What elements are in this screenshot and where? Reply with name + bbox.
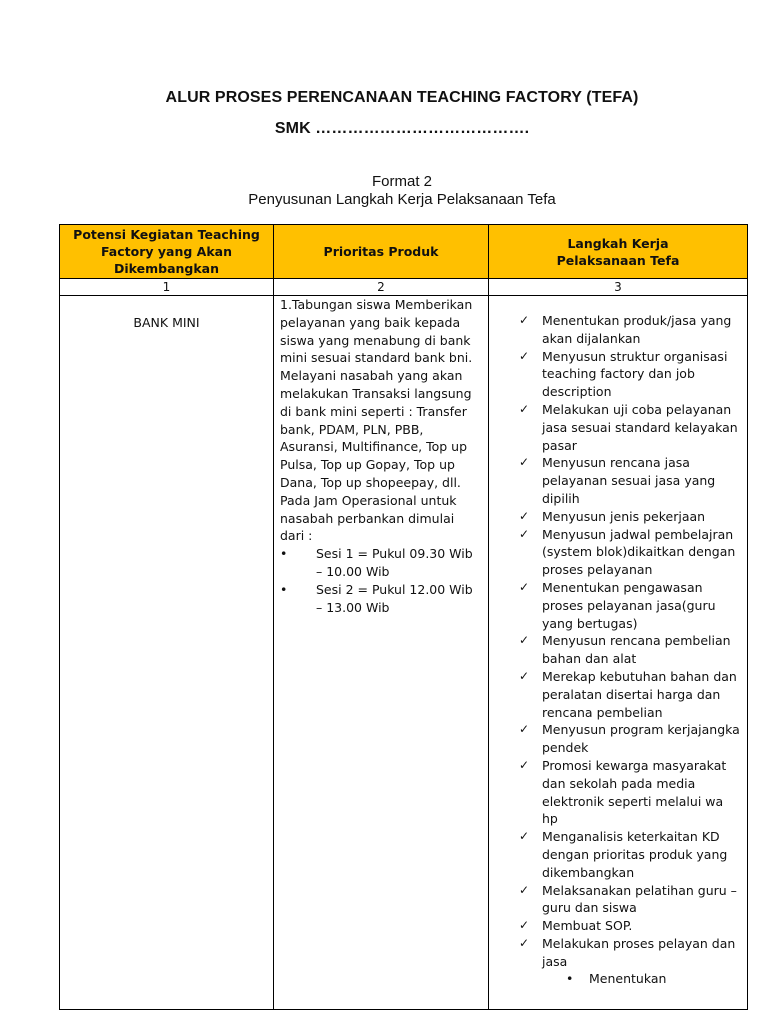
header-langkah-line2: Pelaksanaan Tefa — [556, 252, 680, 268]
list-item — [519, 632, 741, 668]
check-icon: ✓ — [519, 348, 530, 363]
check-icon: ✓ — [519, 455, 530, 470]
bullet-icon: • — [280, 546, 288, 562]
langkah-sub-text: Menentukan — [589, 971, 667, 987]
check-icon: ✓ — [519, 757, 530, 772]
list-item — [519, 401, 741, 454]
check-icon: ✓ — [519, 829, 530, 844]
check-icon: ✓ — [519, 579, 530, 594]
format-subtitle: Penyusunan Langkah Kerja Pelaksanaan Tefa — [248, 191, 556, 208]
langkah-text: Melaksanakan pelatihan guru – guru dan siswa — [542, 882, 737, 916]
check-icon: ✓ — [519, 313, 530, 327]
potensi-value: BANK MINI — [133, 315, 200, 330]
table-row — [60, 296, 748, 1010]
document-title: ALUR PROSES PERENCANAAN TEACHING FACTORY (TEFA) — [165, 89, 639, 106]
list-item — [519, 917, 741, 935]
check-icon: ✓ — [519, 508, 530, 523]
header-potensi: Potensi Kegiatan Teaching Factory yang Akan Dikembangkan — [60, 225, 274, 279]
langkah-cell — [489, 296, 748, 1010]
langkah-text: Menyusun struktur organisasi teaching factory dan job description — [542, 348, 728, 400]
list-item — [519, 828, 741, 881]
check-icon: ✓ — [519, 918, 530, 933]
list-item — [519, 721, 741, 757]
table-header-row — [60, 225, 748, 279]
list-item — [519, 454, 741, 507]
check-icon: ✓ — [519, 526, 530, 541]
check-icon: ✓ — [519, 401, 530, 416]
langkah-text: Membuat SOP. — [542, 918, 633, 934]
langkah-text: Melakukan uji coba pelayanan jasa sesuai standard kelayakan pasar — [542, 401, 738, 453]
langkah-list — [519, 312, 741, 970]
list-item — [280, 545, 482, 581]
check-icon: ✓ — [519, 668, 530, 683]
langkah-text: Promosi kewarga masyarakat dan sekolah pada media elektronik seperti melalui wa hp — [542, 757, 727, 827]
langkah-text: Merekap kebutuhan bahan dan peralatan disertai harga dan rencana pembelian — [542, 668, 737, 720]
langkah-text: Menyusun rencana pembelian bahan dan alat — [542, 633, 731, 667]
column-number: 1 — [60, 279, 274, 296]
check-icon: ✓ — [519, 722, 530, 737]
langkah-text: Menyusun jenis pekerjaan — [542, 508, 706, 524]
bullet-icon: • — [566, 971, 574, 987]
langkah-text: Menyusun program kerjajangka pendek — [542, 722, 740, 756]
column-number: 2 — [274, 279, 489, 296]
langkah-text: Menyusun jadwal pembelajran (system blok)dikaitkan dengan proses pelayanan — [542, 526, 736, 578]
column-number: 3 — [489, 279, 748, 296]
check-icon: ✓ — [519, 633, 530, 648]
prioritas-cell — [274, 296, 489, 1010]
school-name-line: SMK …………………………………. — [274, 120, 530, 137]
list-item — [519, 882, 741, 918]
prioritas-paragraph: 1.Tabungan siswa Memberikan pelayanan yang baik kepada siswa yang menabung di bank mini sesuai standard bank bni. Melayani nasabah yang akan melakukan Transaksi langsung di bank mini seperti : Transfer bank, PDAM, PLN, PBB, Asuransi, Multifinance, Top up Pulsa, Top up Gopay, Top up Dana, Top up shopeepay, dll. Pada Jam Operasional untuk nasabah perbankan dimulai dari : — [280, 297, 473, 544]
format-label: Format 2 — [371, 173, 432, 190]
langkah-text: Menganalisis keterkaitan KD dengan prioritas produk yang dikembangkan — [542, 829, 728, 880]
langkah-text: Menyusun rencana jasa pelayanan sesuai jasa yang dipilih — [542, 455, 716, 506]
list-item — [519, 508, 741, 526]
list-item — [519, 348, 741, 401]
sesi-text: Sesi 1 = Pukul 09.30 Wib – 10.00 Wib — [316, 546, 473, 579]
list-item — [519, 579, 741, 632]
list-item — [519, 970, 741, 988]
list-item — [519, 312, 741, 348]
sesi-text: Sesi 2 = Pukul 12.00 Wib – 13.00 Wib — [316, 581, 473, 615]
column-number-row — [60, 279, 748, 296]
potensi-cell — [60, 296, 274, 1010]
bullet-icon: • — [280, 581, 288, 597]
header-langkah-line1: Langkah Kerja — [567, 235, 669, 251]
langkah-text: Menentukan pengawasan proses pelayanan jasa(guru yang bertugas) — [542, 579, 716, 631]
header-langkah — [489, 225, 748, 279]
list-item — [280, 581, 482, 617]
langkah-text: Menentukan produk/jasa yang akan dijalankan — [542, 313, 732, 346]
check-icon: ✓ — [519, 882, 530, 897]
list-item — [519, 935, 741, 971]
langkah-text: Melakukan proses pelayan dan jasa — [542, 935, 736, 969]
list-item — [519, 668, 741, 721]
header-prioritas: Prioritas Produk — [274, 225, 489, 279]
list-item — [519, 526, 741, 579]
work-plan-table — [59, 224, 748, 1010]
list-item — [519, 757, 741, 828]
check-icon: ✓ — [519, 935, 530, 950]
